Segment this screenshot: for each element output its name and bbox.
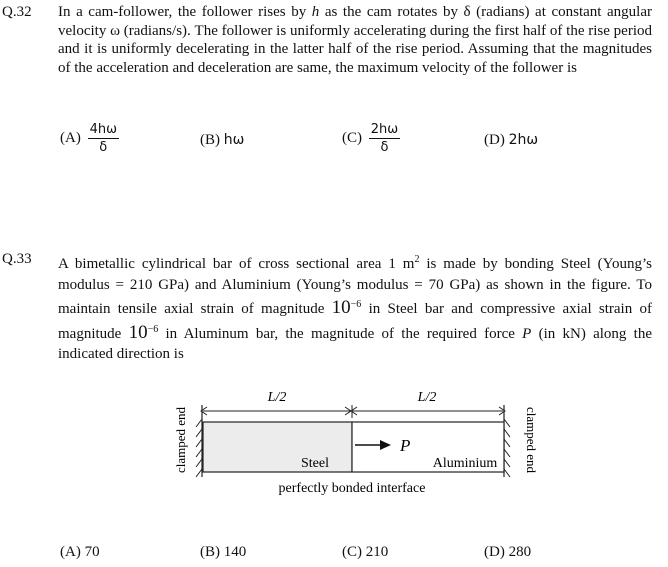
q32-option-d[interactable] — [484, 131, 538, 149]
left-support-label: clamped end — [173, 406, 188, 474]
q32-option-d-label: (D) — [484, 132, 505, 148]
q33-strain-base-2: 10 — [128, 321, 148, 343]
q32-option-c-label: (C) — [342, 129, 362, 146]
q32-option-a-fraction — [88, 121, 119, 156]
q32-h-symbol: h — [311, 4, 320, 20]
q33-option-b-value: 140 — [223, 544, 247, 560]
q33-option-c[interactable] — [342, 543, 388, 561]
q33-text-part3: in Steel bar and compressive axial strain of magnitude — [58, 301, 653, 342]
q32-option-a-numerator: 4hω — [89, 122, 117, 137]
q33-option-a-value: 70 — [84, 544, 100, 560]
q32-option-b-value: hω — [223, 132, 245, 148]
q33-option-c-value: 210 — [365, 544, 389, 560]
q32-option-a-denominator: δ — [99, 140, 108, 155]
left-wall-hatching-icon — [196, 419, 202, 477]
q33-option-d[interactable] — [484, 543, 531, 561]
right-wall-hatching-icon — [504, 419, 510, 477]
q33-option-d-label: (D) — [484, 544, 505, 560]
interface-label: perfectly bonded interface — [278, 481, 426, 496]
q33-text-part2: is made by bonding Steel (Young’s modulus = 210 GPa) and Aluminium (Young’s modulus = 70 GPa) as shown in the figure. To maintain tensile axial strain of magnitude — [58, 256, 653, 317]
q32-option-c-fraction — [369, 121, 400, 156]
q33-strain-base-1: 10 — [331, 297, 351, 318]
steel-bar — [203, 422, 352, 472]
q33-text-part1: A bimetallic cylindrical bar of cross sectional area 1 m — [58, 256, 415, 272]
q33-strain-exponent-1: −6 — [350, 299, 362, 310]
q33-text-part5: (in kN) along the indicated direction is — [58, 325, 653, 362]
q33-text-part4: in Aluminum bar, the magnitude of the required force — [158, 325, 523, 342]
q32-question-text — [58, 3, 652, 77]
q32-option-c-numerator: 2hω — [370, 122, 399, 137]
left-dimension-label: L/2 — [267, 390, 287, 405]
q33-option-b-label: (B) — [200, 544, 220, 560]
q32-option-d-value: 2hω — [508, 132, 539, 148]
q33-option-a-label: (A) — [60, 544, 81, 560]
q32-text-part1: In a cam-follower, the follower rises by — [58, 4, 312, 20]
q33-area-exponent: 2 — [414, 254, 420, 265]
q32-text-part2: as the cam rotates by δ (radians) at constant angular velocity ω (radians/s). The follower is uniformly accelerating during the first half of the rise period and it is uniformly decelerating in the latter half of the rise period. Assuming that the magnitudes of the acceleration and deceleration are same, the maximum velocity of the follower is — [58, 4, 653, 76]
aluminium-label: Aluminium — [432, 456, 498, 471]
q33-p-symbol: P — [522, 325, 532, 342]
q33-option-d-value: 280 — [508, 544, 532, 560]
q33-strain-exponent-2: −6 — [147, 323, 159, 335]
steel-label: Steel — [301, 456, 329, 471]
q32-option-c-denominator: δ — [380, 140, 389, 155]
q33-option-a[interactable] — [60, 543, 100, 561]
q32-option-a[interactable] — [60, 121, 119, 156]
right-dimension-label: L/2 — [417, 390, 437, 405]
q33-option-c-label: (C) — [342, 544, 362, 560]
q32-option-a-label: (A) — [60, 129, 81, 146]
q33-number: Q.33 — [2, 251, 32, 267]
q32-option-c[interactable] — [342, 121, 400, 156]
right-support-label: clamped end — [524, 406, 539, 474]
bimetallic-bar-figure — [165, 385, 545, 505]
q32-option-b[interactable] — [200, 131, 244, 149]
q33-question-text — [58, 250, 652, 365]
force-label: P — [400, 436, 411, 455]
q32-option-b-label: (B) — [200, 132, 220, 148]
q33-option-b[interactable] — [200, 543, 246, 561]
q32-number: Q.32 — [2, 4, 32, 20]
